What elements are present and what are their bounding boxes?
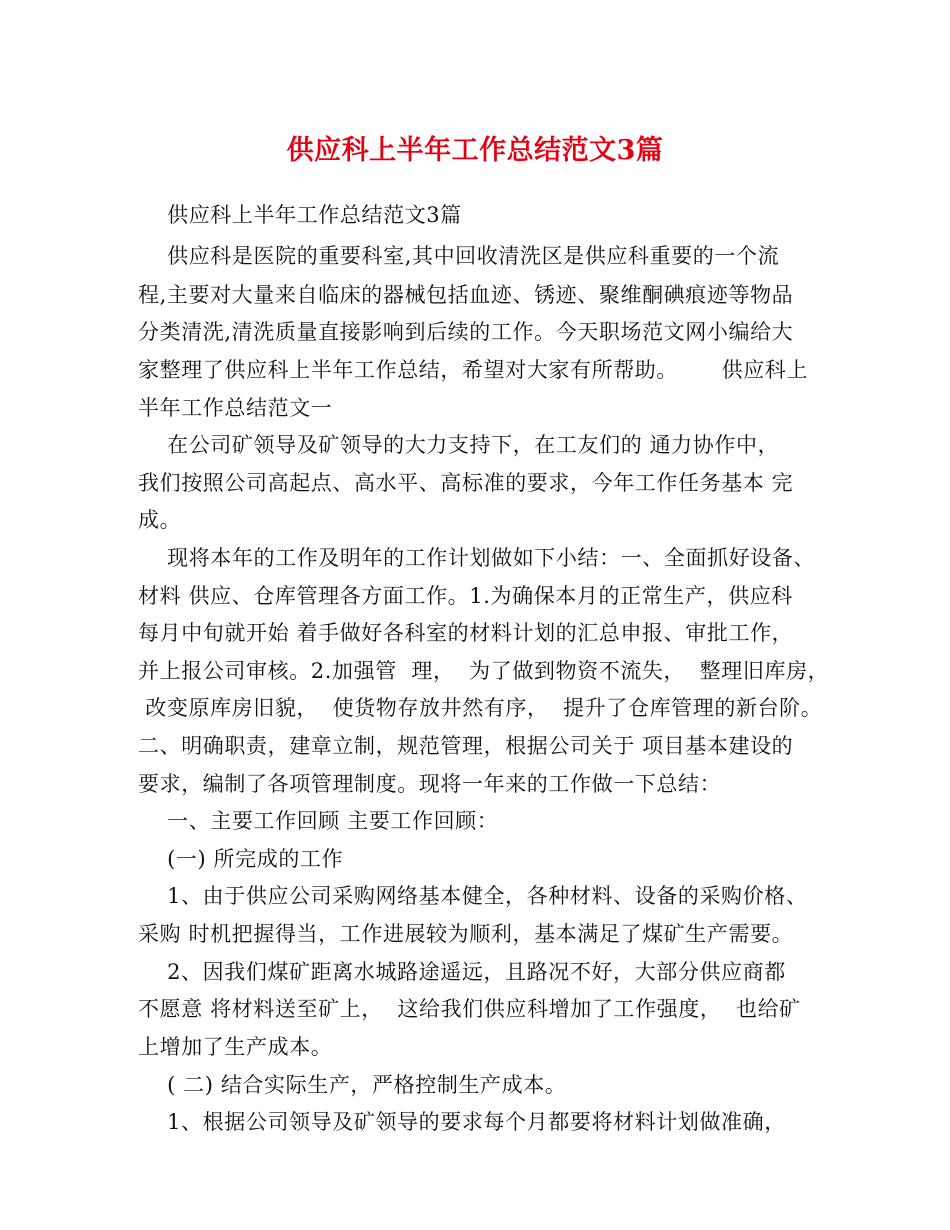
body-line: 半年工作总结范文一 bbox=[138, 396, 333, 420]
body-line: 2、因我们煤矿距离水城路途遥远，且路况不好，大部分供应商都 bbox=[138, 960, 786, 984]
body-line: 我们按照公司高起点、高水平、高标准的要求，今年工作任务基本 完 bbox=[138, 471, 794, 495]
body-line: 成。 bbox=[138, 508, 182, 532]
body-line: 并上报公司审核。2.加强管 理， 为了做到物资不流失， 整理旧库房， bbox=[138, 659, 830, 683]
body-line: 1、根据公司领导及矿领导的要求每个月都要将材料计划做准确， bbox=[138, 1110, 786, 1134]
body-line: 采购 时机把握得当，工作进展较为顺利，基本满足了煤矿生产需要。 bbox=[138, 922, 794, 946]
body-line: 材料 供应、仓库管理各方面工作。1.为确保本月的正常生产，供应科 bbox=[138, 584, 793, 608]
body-line: 改变原库房旧貌， 使货物存放井然有序， 提升了仓库管理的新台阶。 bbox=[138, 696, 823, 720]
body-line: 分类清洗,清洗质量直接影响到后续的工作。今天职场范文网小编给大 bbox=[138, 320, 794, 344]
body-line: 1、由于供应公司采购网络基本健全，各种材料、设备的采购价格、 bbox=[138, 884, 808, 908]
body-line: 要求，编制了各项管理制度。现将一年来的工作做一下总结： bbox=[138, 772, 722, 796]
body-line: 上增加了生产成本。 bbox=[138, 1035, 333, 1059]
body-line: 现将本年的工作及明年的工作计划做如下小结：一、全面抓好设备、 bbox=[138, 546, 816, 570]
body-line: (一) 所完成的工作 bbox=[138, 847, 344, 871]
body-line: 供应科是医院的重要科室,其中回收清洗区是供应科重要的一个流 bbox=[138, 244, 780, 268]
body-line: 家整理了供应科上半年工作总结，希望对大家有所帮助。 供应科上 bbox=[138, 358, 809, 382]
body-line: 在公司矿领导及矿领导的大力支持下，在工友们的 通力协作中， bbox=[138, 433, 780, 457]
document-title: 供应科上半年工作总结范文3篇 bbox=[286, 135, 664, 166]
body-line: 供应科上半年工作总结范文3篇 bbox=[138, 203, 462, 227]
body-line: 程,主要对大量来自临床的器械包括血迹、锈迹、聚维酮碘痕迹等物品 bbox=[138, 283, 794, 307]
body-line: 每月中旬就开始 着手做好各科室的材料计划的汇总申报、审批工作， bbox=[138, 621, 794, 645]
body-line: 一、主要工作回顾 主要工作回顾： bbox=[138, 809, 499, 833]
body-line: ( 二) 结合实际生产，严格控制生产成本。 bbox=[138, 1073, 567, 1097]
body-line: 二、明确职责，建章立制，规范管理，根据公司关于 项目基本建设的 bbox=[138, 734, 794, 758]
body-line: 不愿意 将材料送至矿上， 这给我们供应科增加了工作强度， 也给矿 bbox=[138, 997, 801, 1021]
